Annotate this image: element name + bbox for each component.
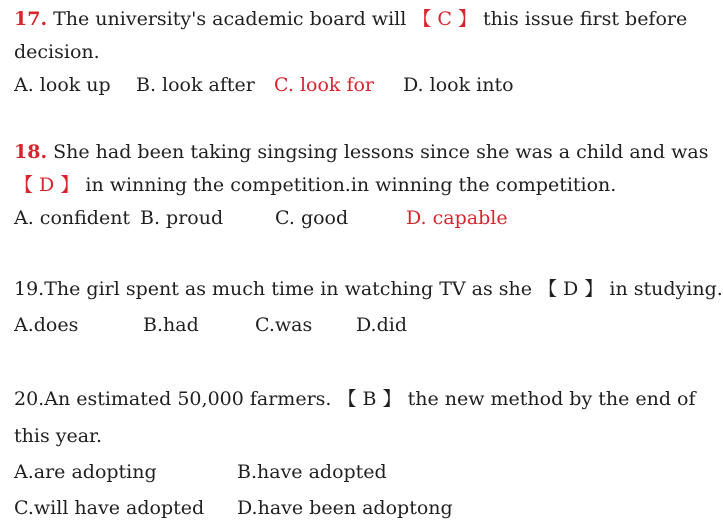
question-17-answer: 【 C 】 (412, 8, 477, 30)
question-18-option-c: C. good (275, 207, 349, 229)
question-18-answer: 【 D 】 (14, 174, 80, 196)
question-20-stem-a: 20.An estimated 50,000 farmers. (14, 388, 338, 410)
question-17-stem-b: this issue first before (476, 8, 688, 30)
question-18-option-d: D. capable (406, 207, 508, 229)
question-19-option-a: A.does (14, 314, 79, 336)
question-20-stem-b: the new method by the end of (401, 388, 696, 410)
question-18-line-2 (14, 173, 616, 197)
question-19-option-d: D.did (356, 314, 407, 336)
question-20-option-a: A.are adopting (14, 461, 157, 483)
question-20-option-d: D.have been adoptong (237, 497, 453, 519)
question-20-line-2 (14, 424, 102, 448)
question-19-option-c: C.was (255, 314, 313, 336)
question-20-option-c: C.will have adopted (14, 497, 205, 519)
question-18-line-1 (14, 140, 708, 164)
question-19-stem-b: in studying. (603, 278, 723, 300)
question-18-option-a: A. confident (14, 207, 131, 229)
question-17-stem-a: The university's academic board will (47, 8, 413, 30)
question-17-option-a: A. look up (14, 74, 111, 96)
question-19-stem-a: 19.The girl spent as much time in watching TV as she (14, 278, 539, 300)
question-18-option-b: B. proud (140, 207, 224, 229)
question-20-option-b: B.have adopted (237, 461, 387, 483)
question-18-number: 18. (14, 141, 48, 163)
question-19-line-1 (14, 277, 723, 301)
question-18-stem-a: She had been taking singsing lessons since she was a child and was (47, 141, 709, 163)
question-17-option-d: D. look into (403, 74, 514, 96)
question-17-line-1 (14, 7, 687, 31)
question-20-line-1 (14, 387, 696, 411)
question-19-answer: 【 D 】 (538, 278, 604, 300)
question-18-stem-b: in winning the competition.in winning the competition. (79, 174, 617, 196)
question-17-number: 17. (14, 8, 48, 30)
question-17-option-c: C. look for (274, 74, 375, 96)
question-19-option-b: B.had (143, 314, 199, 336)
question-17-stem-c: decision. (14, 41, 100, 63)
question-17-line-2 (14, 40, 100, 64)
question-20-stem-c: this year. (14, 425, 103, 447)
question-20-answer: 【 B 】 (337, 388, 402, 410)
question-17-option-b: B. look after (136, 74, 255, 96)
